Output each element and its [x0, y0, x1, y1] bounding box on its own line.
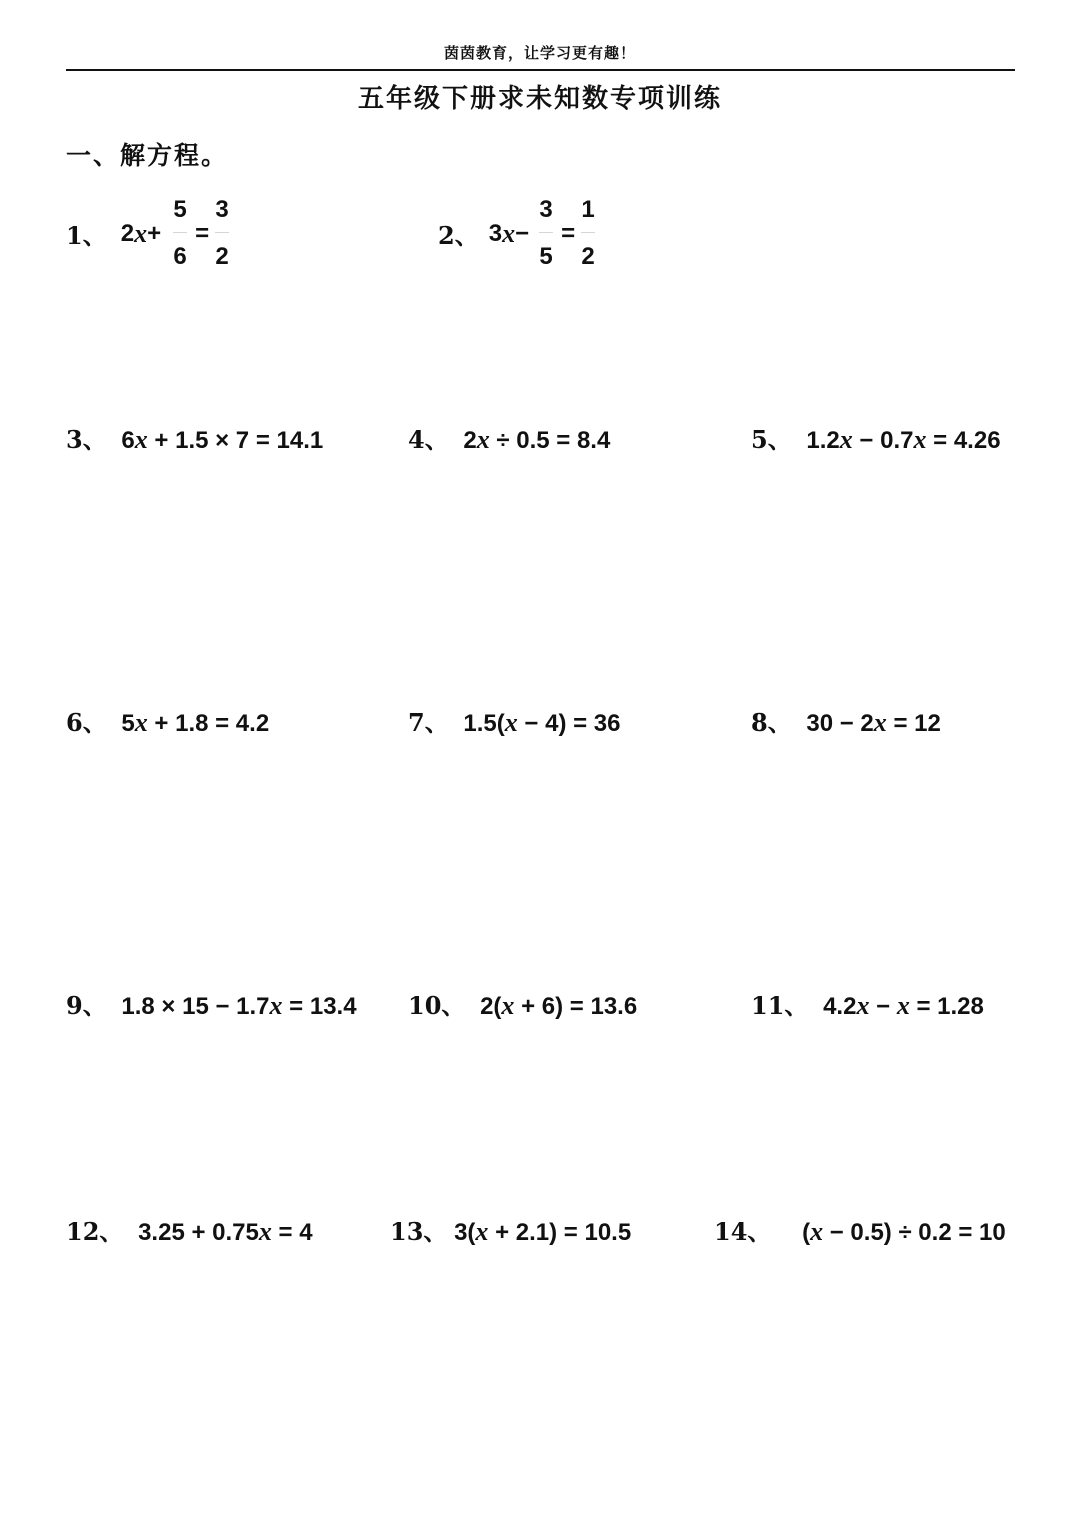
equation-part: (	[802, 1219, 811, 1246]
equation-part: 1.8 × 15 − 1.7	[121, 993, 270, 1020]
coefficient: 3	[488, 219, 503, 247]
equation-part: + 1.8 = 4.2	[154, 710, 270, 737]
equation-part: = 13.4	[289, 993, 357, 1020]
variable-x: x	[134, 218, 148, 248]
variable-x: x	[269, 991, 283, 1020]
equation-part: = 1.28	[916, 993, 984, 1020]
problem-number: 13、	[390, 1217, 448, 1246]
variable-x: x	[504, 708, 518, 737]
fraction-denominator: 6	[173, 243, 187, 270]
header-tagline: 茵茵教育，让学习更有趣！	[443, 44, 636, 62]
problem-number: 2、	[438, 221, 479, 250]
problem-13	[390, 1212, 631, 1247]
fraction	[215, 198, 229, 269]
header-divider	[66, 69, 1015, 71]
fraction	[173, 198, 187, 269]
equation-part: ÷ 0.5 = 8.4	[496, 427, 611, 454]
problem-9	[66, 986, 357, 1021]
problem-11	[751, 986, 984, 1021]
problem-number: 3、	[66, 425, 107, 454]
equation-part: 2	[463, 427, 477, 454]
equation-part: 3.25 + 0.75	[138, 1219, 259, 1246]
equation-part: + 6) = 13.6	[521, 993, 638, 1020]
problem-number: 10、	[408, 991, 466, 1020]
fraction-numerator: 3	[539, 196, 553, 223]
equation-part: −	[876, 993, 891, 1020]
equation-part: = 12	[893, 710, 941, 737]
problem-8	[751, 703, 941, 738]
operator: +	[147, 219, 162, 247]
variable-x: x	[810, 1217, 824, 1246]
equation-part: 1.5(	[463, 710, 505, 737]
variable-x: x	[873, 708, 887, 737]
equation-part: 2(	[480, 993, 502, 1020]
coefficient: 2	[120, 219, 135, 247]
variable-x: x	[134, 425, 148, 454]
equation-part: 3(	[454, 1219, 476, 1246]
variable-x: x	[896, 991, 910, 1020]
equation-part: 6	[121, 427, 135, 454]
variable-x: x	[475, 1217, 489, 1246]
variable-x: x	[134, 708, 148, 737]
problem-number: 1、	[66, 221, 107, 250]
problem-number: 6、	[66, 708, 107, 737]
problem-7	[408, 703, 620, 738]
variable-x: x	[839, 425, 853, 454]
fraction-numerator: 3	[215, 196, 229, 223]
equation-part: − 0.5) ÷ 0.2 = 10	[829, 1219, 1006, 1246]
problem-3	[66, 420, 323, 455]
problem-number: 14、	[714, 1217, 772, 1246]
variable-x: x	[502, 218, 516, 248]
equals-sign: =	[195, 219, 210, 247]
variable-x: x	[501, 991, 515, 1020]
equation-part: − 0.7	[859, 427, 914, 454]
problem-number: 12、	[66, 1217, 124, 1246]
problem-2	[438, 198, 597, 269]
fraction-numerator: 1	[581, 196, 595, 223]
problem-number: 7、	[408, 708, 449, 737]
equation-part: 4.2	[823, 993, 857, 1020]
fraction-denominator: 2	[581, 243, 595, 270]
equation-part: 1.2	[806, 427, 840, 454]
problem-12	[66, 1212, 313, 1247]
fraction	[581, 198, 595, 269]
equation-part: + 2.1) = 10.5	[495, 1219, 632, 1246]
equation-part: + 1.5 × 7 = 14.1	[154, 427, 324, 454]
problem-number: 9、	[66, 991, 107, 1020]
problem-4	[408, 420, 610, 455]
equals-sign: =	[561, 219, 576, 247]
equation-part: 30 − 2	[806, 710, 874, 737]
equation-part: 5	[121, 710, 135, 737]
section-heading: 一、解方程。	[66, 141, 229, 170]
fraction-denominator: 2	[215, 243, 229, 270]
variable-x: x	[856, 991, 870, 1020]
problem-10	[408, 986, 637, 1021]
equation-part: − 4) = 36	[524, 710, 621, 737]
problem-number: 4、	[408, 425, 449, 454]
problem-number: 11、	[751, 991, 809, 1020]
problem-number: 5、	[751, 425, 792, 454]
equation-part: = 4	[278, 1219, 313, 1246]
problem-6	[66, 703, 269, 738]
equation-part: = 4.26	[933, 427, 1001, 454]
problem-5	[751, 420, 1001, 455]
page-title: 五年级下册求未知数专项训练	[357, 84, 722, 114]
problem-14	[714, 1212, 1006, 1247]
fraction	[539, 198, 553, 269]
variable-x: x	[476, 425, 490, 454]
variable-x: x	[258, 1217, 272, 1246]
problem-number: 8、	[751, 708, 792, 737]
variable-x: x	[913, 425, 927, 454]
fraction-numerator: 5	[173, 196, 187, 223]
problem-1	[66, 198, 231, 269]
operator: −	[515, 219, 530, 247]
fraction-denominator: 5	[539, 243, 553, 270]
